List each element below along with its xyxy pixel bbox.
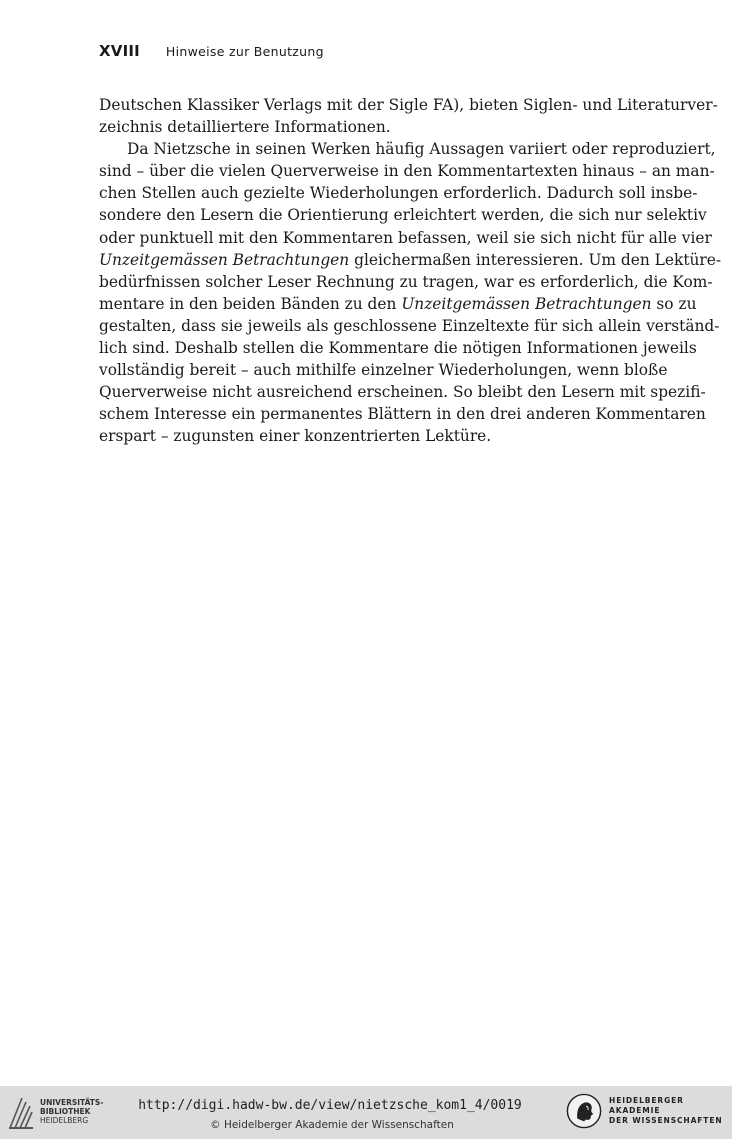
- italic-title: Unzeitgemässen Betrachtungen: [99, 250, 350, 269]
- text-fragment: mentare in den beiden Bänden zu den: [99, 294, 402, 313]
- text-line: zeichnis detailliertere Informationen.: [99, 118, 391, 137]
- text-fragment: gleichermaßen interessieren. Um den Lektüre-: [349, 250, 722, 269]
- text-fragment: so zu: [651, 294, 697, 313]
- text-line: vollständig bereit – auch mithilfe einzelner Wiederholungen, wenn bloße: [99, 361, 668, 380]
- text-line: schem Interesse ein permanentes Blättern in den drei anderen Kommentaren: [99, 405, 706, 424]
- footer-bar: [0, 1086, 732, 1139]
- text-line: Deutschen Klassiker Verlags mit der Sigle FA), bieten Siglen- und Literaturver-: [99, 96, 718, 114]
- hadw-logo: [566, 1092, 732, 1130]
- academy-seal-icon: [566, 1092, 602, 1130]
- text-line: sondere den Lesern die Orientierung erleichtert werden, die sich nur selektiv: [99, 206, 707, 225]
- body-text: [99, 94, 722, 448]
- hadw-logo-line: HEIDELBERGER AKADEMIE: [609, 1096, 684, 1115]
- text-line: oder punktuell mit den Kommentaren befassen, weil sie sich nicht für alle vier: [99, 228, 712, 247]
- text-line: Querverweise nicht ausreichend erscheinen. So bleibt den Lesern mit spezifi-: [99, 383, 706, 402]
- text-line: [99, 293, 697, 315]
- text-line: lich sind. Deshalb stellen die Kommentare die nötigen Informationen jeweils: [99, 339, 697, 358]
- text-line: chen Stellen auch gezielte Wiederholungen erforderlich. Dadurch soll insbe-: [99, 184, 698, 203]
- page-number: XVIII: [99, 42, 140, 60]
- ub-logo-line: HEIDELBERG: [40, 1116, 89, 1125]
- italic-title: Unzeitgemässen Betrachtungen: [401, 294, 652, 313]
- running-head: [99, 42, 324, 60]
- text-line: sind – über die vielen Querverweise in den Kommentartexten hinaus – an man-: [99, 162, 715, 181]
- text-line: bedürfnissen solcher Leser Rechnung zu tragen, war es erforderlich, die Kom-: [99, 272, 713, 291]
- text-line: [99, 249, 722, 271]
- hadw-logo-text: [609, 1096, 732, 1126]
- ub-logo-line: BIBLIOTHEK: [40, 1107, 91, 1116]
- ub-logo-line: UNIVERSITÄTS-: [40, 1098, 104, 1107]
- hadw-logo-line: DER WISSENSCHAFTEN: [609, 1116, 723, 1125]
- running-title: Hinweise zur Benutzung: [165, 44, 324, 59]
- text-line: gestalten, dass sie jeweils als geschlossene Einzeltexte für sich allein verständ-: [99, 316, 720, 335]
- copyright-notice: © Heidelberger Akademie der Wissenschaften: [210, 1119, 454, 1131]
- text-line: Da Nietzsche in seinen Werken häufig Aussagen variiert oder reproduziert,: [127, 140, 716, 159]
- source-url-link[interactable]: http://digi.hadw-bw.de/view/nietzsche_kom1_4/0019: [138, 1098, 522, 1113]
- text-line: erspart – zugunsten einer konzentrierten Lektüre.: [99, 427, 492, 446]
